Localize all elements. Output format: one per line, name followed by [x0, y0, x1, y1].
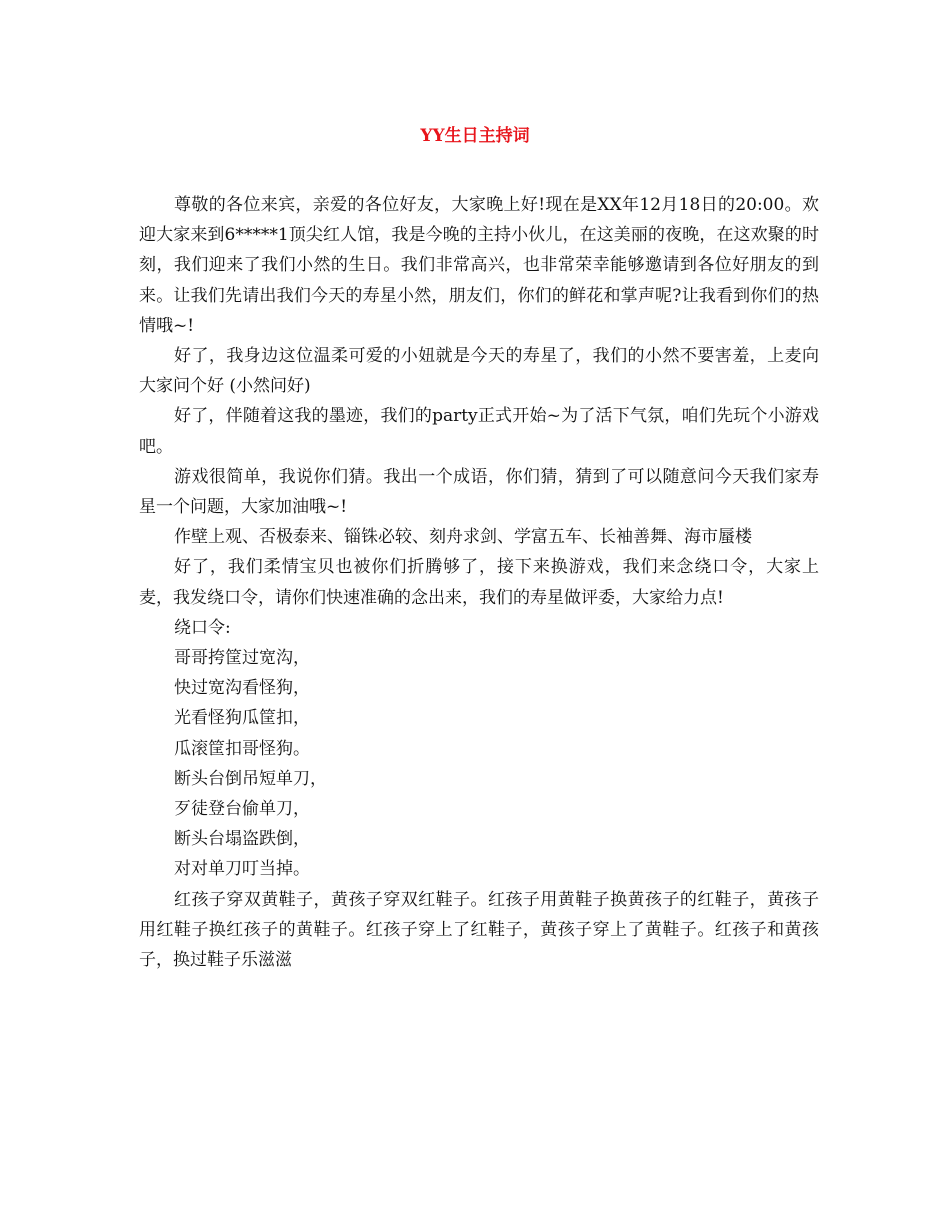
tongue-twister-line: 断头台塌盗跌倒， [174, 829, 310, 850]
paragraph-birthday-star: 好了，我身边这位温柔可爱的小妞就是今天的寿星了，我们的小然不要害羞，上麦向大家问个好 (小然问好) [139, 346, 819, 397]
paragraph-welcome: 尊敬的各位来宾，亲爱的各位好友，大家晚上好!现在是XX年12月18日的20:00。欢迎大家来到6*****1顶尖红人馆，我是今晚的主持小伙儿，在这美丽的夜晚，在这欢聚的时刻，我们迎来了我们小然的生日。我们非常高兴，也非常荣幸能够邀请到各位好朋友的到来。让我们先请出我们今天的寿星小然，朋友们，你们的鲜花和掌声呢?让我看到你们的热情哦~! [139, 195, 819, 336]
paragraph-game-rules: 游戏很简单，我说你们猜。我出一个成语，你们猜，猜到了可以随意问今天我们家寿星一个问题，大家加油哦~! [139, 466, 819, 518]
tongue-twister-line: 光看怪狗瓜筐扣， [174, 708, 310, 729]
tongue-twister-label: 绕口令: [174, 617, 231, 638]
idioms-line: 作壁上观、否极泰来、锱铢必较、刻舟求剑、学富五车、长袖善舞、海市蜃楼 [174, 527, 752, 548]
document-title: YY生日主持词 [420, 126, 530, 146]
tongue-twister-line: 断头台倒吊短单刀， [174, 768, 327, 789]
tongue-twister-line: 哥哥挎筐过宽沟， [174, 648, 310, 669]
paragraph-party-start: 好了，伴随着这我的墨迹，我们的party正式开始~为了活下气氛，咱们先玩个小游戏吧。 [139, 406, 819, 457]
paragraph-shoes-twister: 红孩子穿双黄鞋子，黄孩子穿双红鞋子。红孩子用黄鞋子换黄孩子的红鞋子，黄孩子用红鞋子换红孩子的黄鞋子。红孩子穿上了红鞋子，黄孩子穿上了黄鞋子。红孩子和黄孩子，换过鞋子乐滋滋 [139, 889, 819, 971]
document-body [139, 190, 819, 975]
tongue-twister-line: 歹徒登台偷单刀， [174, 799, 310, 820]
tongue-twister-line: 快过宽沟看怪狗， [174, 678, 310, 699]
paragraph-tongue-twister-intro: 好了，我们柔情宝贝也被你们折腾够了，接下来换游戏，我们来念绕口令，大家上麦，我发绕口令，请你们快速准确的念出来，我们的寿星做评委，大家给力点! [139, 557, 819, 608]
tongue-twister-line: 对对单刀叮当掉。 [174, 859, 310, 880]
tongue-twister-line: 瓜滚筐扣哥怪狗。 [174, 738, 310, 759]
